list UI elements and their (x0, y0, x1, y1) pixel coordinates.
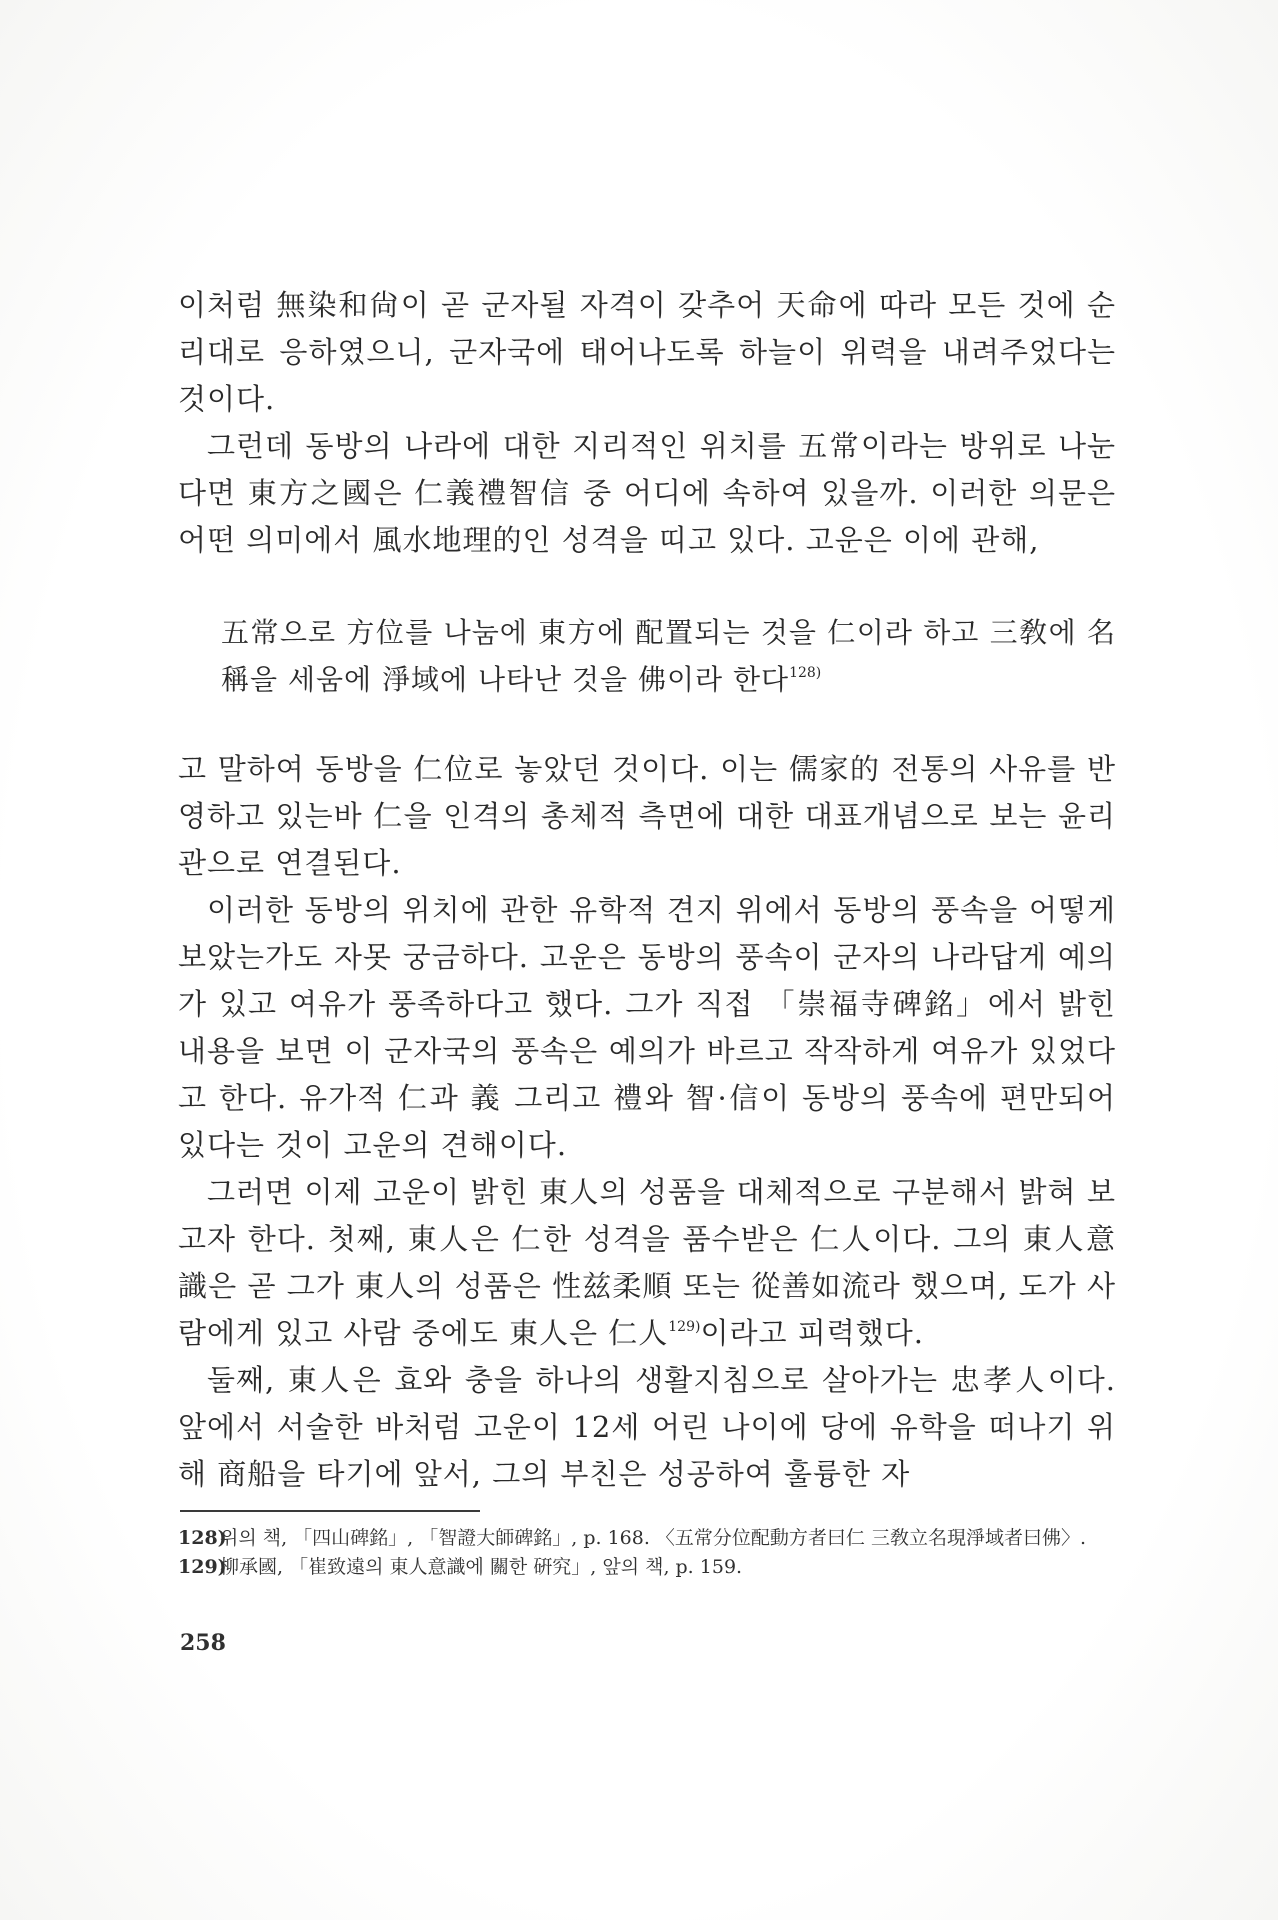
page-number: 258 (180, 1630, 226, 1656)
footnote-text: 위의 책, 「四山碑銘」, 「智證大師碑銘」, p. 168. 〈五常分位配動方者曰仁 三敎立名現淨域者曰佛〉. (220, 1527, 1087, 1549)
footnote-ref-128: 128) (789, 665, 822, 681)
quote-text: 五常으로 方位를 나눔에 東方에 配置되는 것을 仁이라 하고 三敎에 名稱을 세움에 淨域에 나타난 것을 佛이라 한다 (221, 616, 1116, 696)
paragraph-4: 이러한 동방의 위치에 관한 유학적 견지 위에서 동방의 풍속을 어떻게 보았는가도 자못 궁금하다. 고운은 동방의 풍속이 군자의 나라답게 예의가 있고 여유가 풍족하다고 했다. 그가 직접 「崇福寺碑銘」에서 밝힌 내용을 보면 이 군자국의 풍속은 예의가 바르고 작작하게 여유가 있었다고 한다. 유가적 仁과 義 그리고 禮와 智·信이 동방의 풍속에 편만되어 있다는 것이 고운의 견해이다. (178, 893, 1116, 1162)
paragraph-5-part-b: 이라고 피력했다. (700, 1316, 924, 1350)
footnote-number: 129) (178, 1556, 227, 1578)
footnote-text: 柳承國, 「崔致遠의 東人意識에 關한 硏究」, 앞의 책, p. 159. (220, 1556, 743, 1578)
footnote-ref-129: 129) (668, 1319, 701, 1335)
footnote-128 (178, 1524, 1116, 1553)
block-quote (178, 609, 1116, 703)
footnote-divider (180, 1510, 480, 1512)
paragraph-5 (178, 1169, 1116, 1357)
footnote-number: 128) (178, 1527, 227, 1549)
footnote-129 (178, 1553, 1116, 1582)
footnotes (178, 1524, 1116, 1582)
paragraph-2: 그런데 동방의 나라에 대한 지리적인 위치를 五常이라는 방위로 나눈다면 東方之國은 仁義禮智信 중 어디에 속하여 있을까. 이러한 의문은 어떤 의미에서 風水地理的인 성격을 띠고 있다. 고운은 이에 관해, (178, 429, 1116, 557)
paragraph-6: 둘째, 東人은 효와 충을 하나의 생활지침으로 살아가는 忠孝人이다. 앞에서 서술한 바처럼 고운이 12세 어린 나이에 당에 유학을 떠나기 위해 商船을 타기에 앞서, 그의 부친은 성공하여 훌륭한 자 (178, 1363, 1116, 1491)
paragraph-1: 이처럼 無染和尙이 곧 군자될 자격이 갖추어 天命에 따라 모든 것에 순리대로 응하였으니, 군자국에 태어나도록 하늘이 위력을 내려주었다는 것이다. (178, 288, 1116, 416)
main-text (178, 282, 1116, 1498)
paragraph-3: 고 말하여 동방을 仁位로 놓았던 것이다. 이는 儒家的 전통의 사유를 반영하고 있는바 仁을 인격의 총체적 측면에 대한 대표개념으로 보는 윤리관으로 연결된다. (178, 752, 1116, 880)
paragraph-5-part-a: 그러면 이제 고운이 밝힌 東人의 성품을 대체적으로 구분해서 밝혀 보고자 한다. 첫째, 東人은 仁한 성격을 품수받은 仁人이다. 그의 東人意識은 곧 그가 東人의 성품은 性兹柔順 또는 從善如流라 했으며, 도가 사람에게 있고 사람 중에도 東人은 仁人 (178, 1175, 1116, 1350)
